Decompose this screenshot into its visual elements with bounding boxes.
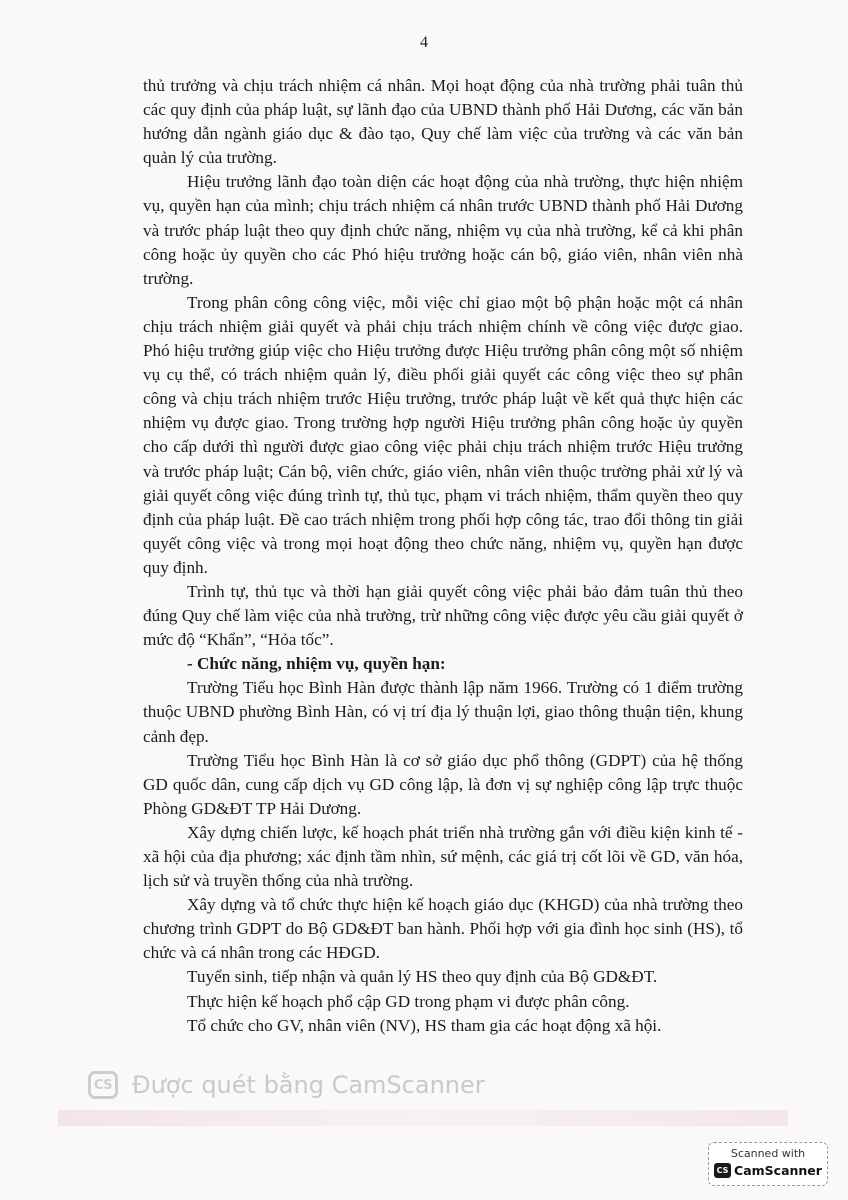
- paragraph: Tổ chức cho GV, nhân viên (NV), HS tham gia các hoạt động xã hội.: [187, 1015, 662, 1035]
- badge-caption: Scanned with: [730, 1147, 806, 1160]
- paragraph: Trường Tiểu học Bình Hàn được thành lập năm 1966. Trường có 1 điểm trường thuộc UBND phường Bình Hàn, có vị trí địa lý thuận lợi, giao thông thuận tiện, khung cảnh đẹp.: [143, 678, 743, 746]
- paragraph: Xây dựng chiến lược, kế hoạch phát triển nhà trường gắn với điều kiện kinh tế - xã hội của địa phương; xác định tầm nhìn, sứ mệnh, các giá trị cốt lõi về GD, văn hóa, lịch sử và truyền thống của nhà trường.: [143, 822, 743, 891]
- scanned-with-badge: [708, 1142, 828, 1186]
- paragraph: Trường Tiểu học Bình Hàn là cơ sở giáo dục phổ thông (GDPT) của hệ thống GD quốc dân, cung cấp dịch vụ GD công lập, là đơn vị sự nghiệp công lập trực thuộc Phòng GD&ĐT TP Hải Dương.: [143, 750, 743, 818]
- paragraph: Xây dựng và tổ chức thực hiện kế hoạch giáo dục (KHGD) của nhà trường theo chương trình GDPT do Bộ GD&ĐT ban hành. Phối hợp với gia đình học sinh (HS), tổ chức và cá nhân trong các HĐGD.: [143, 895, 743, 963]
- scan-edge-band: [58, 1110, 788, 1126]
- document-body: [143, 74, 743, 1038]
- paragraph: thủ trưởng và chịu trách nhiệm cá nhân. Mọi hoạt động của nhà trường phải tuân thủ các quy định của pháp luật, sự lãnh đạo của UBND thành phố Hải Dương, các văn bản hướng dẫn ngành giáo dục & đào tạo, Quy chế làm việc của trường và các văn bản quản lý của trường.: [143, 76, 743, 168]
- camscanner-badge-icon: CS: [714, 1163, 731, 1178]
- section-heading: - Chức năng, nhiệm vụ, quyền hạn:: [187, 654, 446, 674]
- paragraph: Hiệu trưởng lãnh đạo toàn diện các hoạt động của nhà trường, thực hiện nhiệm vụ, quyền hạn của mình; chịu trách nhiệm cá nhân trước UBND thành phố Hải Dương và trước pháp luật theo quy định chức năng, nhiệm vụ của nhà trường, kể cả khi phân công hoặc ủy quyền cho các Phó hiệu trưởng hoặc cán bộ, giáo viên, nhân viên nhà trường.: [143, 172, 743, 288]
- camscanner-watermark: [88, 1068, 485, 1102]
- camscanner-logo-icon: CS: [88, 1071, 118, 1099]
- badge-brand: CamScanner: [734, 1163, 822, 1178]
- paragraph: Thực hiện kế hoạch phổ cập GD trong phạm vi được phân công.: [187, 991, 630, 1011]
- paragraph: Tuyển sinh, tiếp nhận và quản lý HS theo quy định của Bộ GD&ĐT.: [187, 967, 658, 987]
- watermark-text: Được quét bằng CamScanner: [132, 1071, 485, 1099]
- page-number: 4: [420, 34, 428, 51]
- paragraph: Trình tự, thủ tục và thời hạn giải quyết công việc phải bảo đảm tuân thủ theo đúng Quy chế làm việc của nhà trường, trừ những công việc được yêu cầu giải quyết ở mức độ “Khẩn”, “Hỏa tốc”.: [143, 581, 743, 650]
- paragraph: Trong phân công công việc, mỗi việc chỉ giao một bộ phận hoặc một cá nhân chịu trách nhiệm giải quyết và phải chịu trách nhiệm chính về công việc được giao. Phó hiệu trưởng giúp việc cho Hiệu trưởng được Hiệu trưởng phân công một số nhiệm vụ cụ thể, có trách nhiệm quản lý, điều phối giải quyết các công việc theo sự phân công và chịu trách nhiệm trước Hiệu trưởng, trước pháp luật về kết quả thực hiện các nhiệm vụ được giao. Trong trường hợp người Hiệu trưởng phân công hoặc ủy quyền cho cấp dưới thì người được giao công việc phải chịu trách nhiệm trước Hiệu trưởng và trước pháp luật; Cán bộ, viên chức, giáo viên, nhân viên thuộc trường phải xử lý và giải quyết công việc đúng trình tự, thủ tục, phạm vi trách nhiệm, thẩm quyền theo quy định của pháp luật. Đề cao trách nhiệm trong phối hợp công tác, trao đổi thông tin giải quyết công việc và trong mọi hoạt động theo chức năng, nhiệm vụ, quyền hạn được quy định.: [143, 292, 743, 577]
